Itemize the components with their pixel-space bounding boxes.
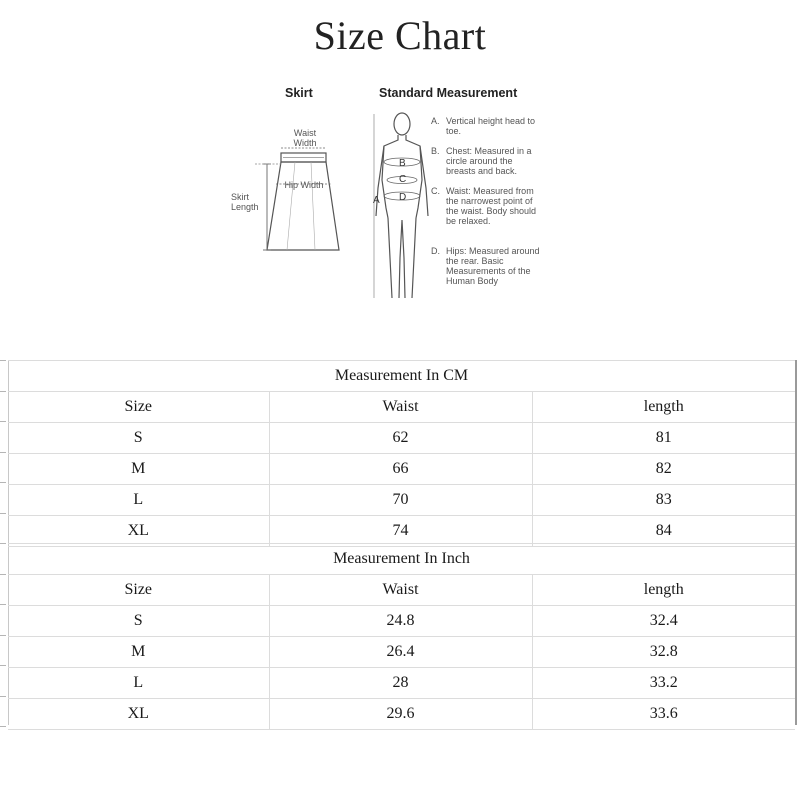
row-tick (0, 726, 6, 727)
legend-letter: D. (431, 246, 440, 256)
size-table-sheet (0, 360, 800, 730)
length-cell: 84 (532, 516, 795, 547)
length-cell: 32.8 (532, 637, 795, 668)
section-title: Measurement In Inch (8, 544, 795, 575)
legend-text: Waist: Measured from the narrowest point of the waist. Body should be relaxed. (446, 186, 537, 226)
table-row (8, 606, 795, 637)
table-row (8, 516, 795, 547)
length-cell: 33.2 (532, 668, 795, 699)
column-header: Size (8, 575, 269, 606)
table-header-row (8, 575, 795, 606)
table-row (8, 668, 795, 699)
legend-text: Chest: Measured in a circle around the breasts and back. (446, 146, 532, 176)
table-section-row (8, 544, 795, 575)
column-header: Waist (269, 392, 532, 423)
size-cell: M (8, 637, 269, 668)
waist-width-label: Waist Width (293, 128, 317, 148)
legend-item-b (431, 146, 541, 186)
hip-width-label: Hip Width (284, 180, 324, 190)
legend-letter: C. (431, 186, 440, 196)
waist-cell: 26.4 (269, 637, 532, 668)
waist-cell: 24.8 (269, 606, 532, 637)
column-header: Waist (269, 575, 532, 606)
waist-cell: 74 (269, 516, 532, 547)
legend-text: Vertical height head to toe. (446, 116, 536, 136)
table-row (8, 423, 795, 454)
size-cell: S (8, 423, 269, 454)
waist-cell: 70 (269, 485, 532, 516)
row-tick (0, 604, 6, 605)
column-header: length (532, 392, 795, 423)
row-tick (0, 574, 6, 575)
column-header: length (532, 575, 795, 606)
table-row (8, 454, 795, 485)
table-row (8, 485, 795, 516)
size-cell: XL (8, 516, 269, 547)
row-tick (0, 482, 6, 483)
marker-d: D (399, 192, 407, 203)
marker-a: A (373, 195, 380, 206)
size-cell: L (8, 668, 269, 699)
skirt-length-label: Skirt Length (231, 192, 259, 212)
row-tick (0, 543, 6, 544)
legend-item-d (431, 246, 541, 291)
marker-b: B (399, 158, 406, 169)
body-heading: Standard Measurement (379, 86, 518, 100)
skirt-heading: Skirt (285, 86, 313, 100)
legend-item-c (431, 186, 541, 246)
row-tick (0, 421, 6, 422)
length-cell: 33.6 (532, 699, 795, 730)
row-tick (0, 360, 6, 361)
row-tick (0, 391, 6, 392)
table-row (8, 637, 795, 668)
size-cell: L (8, 485, 269, 516)
length-cell: 82 (532, 454, 795, 485)
row-tick (0, 452, 6, 453)
section-title: Measurement In CM (8, 361, 795, 392)
cm-table (8, 360, 795, 547)
row-tick (0, 696, 6, 697)
row-tick (0, 513, 6, 514)
legend-letter: B. (431, 146, 440, 156)
length-cell: 83 (532, 485, 795, 516)
length-cell: 32.4 (532, 606, 795, 637)
sheet-right-border (795, 360, 797, 725)
table-section-row (8, 361, 795, 392)
waist-cell: 66 (269, 454, 532, 485)
body-illustration (370, 108, 430, 304)
page-title: Size Chart (313, 13, 487, 58)
row-tick (0, 635, 6, 636)
size-cell: S (8, 606, 269, 637)
column-header: Size (8, 392, 269, 423)
inch-table (8, 543, 795, 730)
table-header-row (8, 392, 795, 423)
size-cell: XL (8, 699, 269, 730)
legend-item-a (431, 116, 541, 146)
legend-text: Hips: Measured around the rear. Basic Measurements of the Human Body (446, 246, 540, 286)
marker-c: C (399, 174, 407, 185)
waist-cell: 28 (269, 668, 532, 699)
skirt-illustration (225, 120, 345, 260)
legend-letter: A. (431, 116, 440, 126)
length-cell: 81 (532, 423, 795, 454)
table-row (8, 699, 795, 730)
size-cell: M (8, 454, 269, 485)
waist-cell: 62 (269, 423, 532, 454)
row-tick (0, 665, 6, 666)
waist-cell: 29.6 (269, 699, 532, 730)
